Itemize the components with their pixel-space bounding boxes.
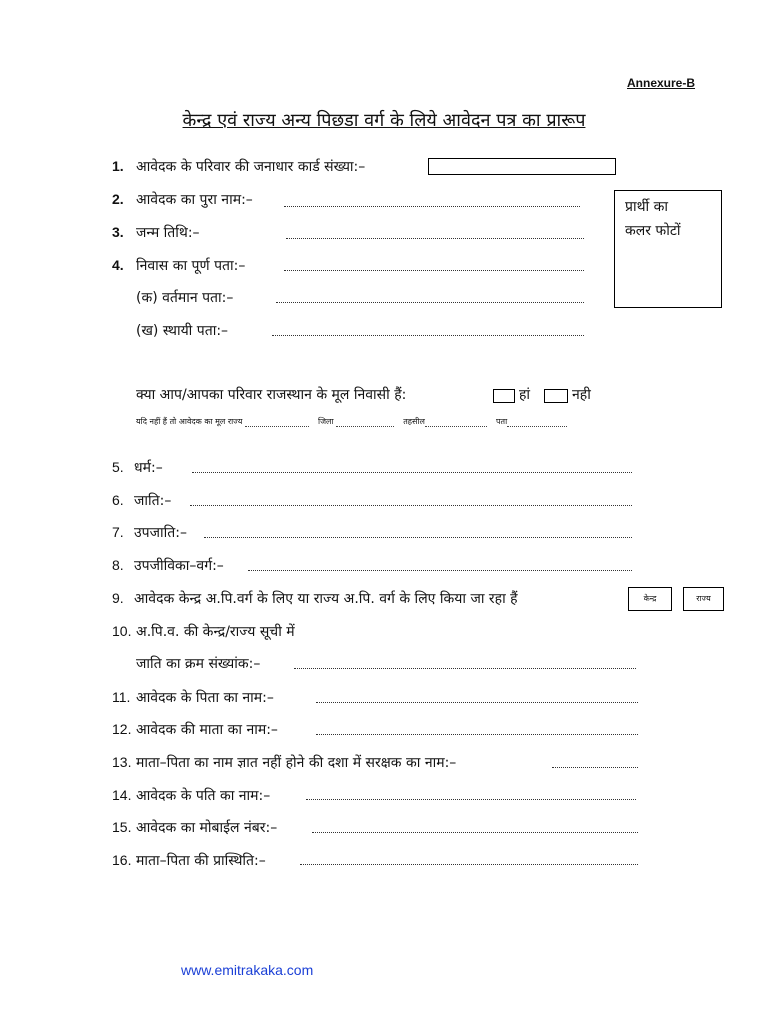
category-state-option[interactable]: राज्य — [683, 587, 724, 611]
footer-website-link[interactable]: www.emitrakaka.com — [181, 962, 314, 978]
origin-state-field[interactable] — [245, 417, 309, 427]
item-subcaste — [112, 521, 187, 543]
item-number: 13. — [112, 754, 132, 770]
item-guardian-name — [112, 751, 456, 773]
full-address-field[interactable] — [284, 270, 584, 271]
item-label: उपजाति:– — [134, 525, 187, 541]
subcaste-field[interactable] — [204, 537, 632, 538]
native-question-text: क्या आप/आपका परिवार राजस्थान के मूल निवासी हैं: — [136, 387, 407, 403]
address-label: पता — [496, 417, 508, 426]
item-label: आवेदक का पुरा नाम:– — [136, 192, 253, 208]
category-central-option[interactable]: केन्द्र — [628, 587, 672, 611]
item-number: 7. — [112, 524, 124, 540]
item-current-address — [136, 287, 233, 309]
item-label: जाति का क्रम संख्यांक:– — [136, 656, 261, 672]
item-religion — [112, 456, 163, 478]
item-number: 15. — [112, 819, 132, 835]
item-number: 5. — [112, 459, 124, 475]
item-number: 4. — [112, 257, 124, 273]
item-caste-serial — [136, 653, 260, 675]
caste-serial-field[interactable] — [294, 668, 636, 669]
current-address-field[interactable] — [276, 302, 584, 303]
item-label: जाति:– — [134, 493, 172, 509]
tehsil-label: तहसील — [403, 417, 425, 426]
item-label: आवेदक की माता का नाम:– — [136, 722, 278, 738]
mother-name-field[interactable] — [316, 734, 638, 735]
item-caste — [112, 489, 171, 511]
annexure-label: Annexure-B — [627, 76, 696, 90]
item-number: 14. — [112, 787, 132, 803]
item-father-name — [112, 686, 274, 708]
item-label: उपजीविका–वर्ग:– — [134, 558, 224, 574]
dob-field[interactable] — [286, 238, 584, 239]
origin-address-field[interactable] — [507, 417, 567, 427]
religion-field[interactable] — [192, 472, 632, 473]
item-obc-list — [112, 620, 295, 642]
father-name-field[interactable] — [316, 702, 638, 703]
native-yes-label: हां — [519, 387, 531, 403]
item-number: 2. — [112, 191, 124, 207]
item-label: आवेदक केन्द्र अ.पि.वर्ग के लिए या राज्य अ.पि. वर्ग के लिए किया जा रहा हैं — [134, 591, 518, 607]
full-name-field[interactable] — [284, 206, 580, 207]
form-title: केन्द्र एवं राज्य अन्य पिछडा वर्ग के लिये आवेदन पत्र का प्रारूप — [182, 110, 586, 131]
item-label: अ.पि.व. की केन्द्र/राज्य सूची में — [136, 624, 295, 640]
item-number: 8. — [112, 557, 124, 573]
item-label: जन्म तिथि:– — [136, 225, 200, 241]
item-mother-name — [112, 718, 278, 740]
item-label: माता–पिता का नाम ज्ञात नहीं होने की दशा में सरक्षक का नाम:– — [136, 755, 457, 771]
item-husband-name — [112, 784, 270, 806]
item-label: आवेदक के पिता का नाम:– — [136, 690, 274, 706]
mobile-field[interactable] — [312, 832, 638, 833]
item-category — [112, 587, 518, 609]
native-yes-checkbox[interactable] — [493, 389, 515, 403]
item-full-address — [112, 254, 245, 276]
district-label: जिला — [318, 417, 334, 426]
husband-name-field[interactable] — [306, 799, 636, 800]
item-label: आवेदक का मोबाईल नंबर:– — [136, 820, 278, 836]
item-number: 1. — [112, 158, 124, 174]
photo-label-line2: कलर फोटों — [625, 223, 681, 239]
item-number: 6. — [112, 492, 124, 508]
item-occupation — [112, 554, 224, 576]
janadhar-input[interactable] — [428, 158, 616, 175]
native-origin-row — [136, 416, 567, 427]
item-number: 12. — [112, 721, 132, 737]
item-number: 3. — [112, 224, 124, 240]
item-number: 16. — [112, 852, 132, 868]
origin-state-label: यदि नहीं हैं तो आवेदक का मूल राज्य — [136, 417, 243, 426]
item-label: आवेदक के पति का नाम:– — [136, 788, 271, 804]
tehsil-field[interactable] — [425, 417, 487, 427]
item-label: निवास का पूर्ण पता:– — [136, 258, 246, 274]
item-dob — [112, 221, 200, 243]
guardian-name-field[interactable] — [552, 767, 638, 768]
item-label: माता–पिता की प्रास्थिति:– — [136, 853, 266, 869]
item-label: आवेदक के परिवार की जनाधार कार्ड संख्या:– — [136, 159, 366, 175]
item-number: 10. — [112, 623, 132, 639]
caste-field[interactable] — [190, 505, 632, 506]
parent-status-field[interactable] — [300, 864, 638, 865]
photo-label-line1: प्रार्थी का — [625, 199, 668, 215]
item-label: धर्म:– — [134, 460, 163, 476]
native-no-label: नही — [572, 387, 591, 403]
item-label: (क) वर्तमान पता:– — [136, 290, 234, 306]
item-full-name — [112, 188, 253, 210]
native-no-checkbox[interactable] — [544, 389, 568, 403]
item-permanent-address — [136, 320, 228, 342]
occupation-field[interactable] — [248, 570, 632, 571]
district-field[interactable] — [336, 417, 394, 427]
item-number: 9. — [112, 590, 124, 606]
item-parent-status — [112, 849, 266, 871]
item-mobile — [112, 816, 277, 838]
permanent-address-field[interactable] — [272, 335, 584, 336]
item-number: 11. — [112, 689, 131, 705]
item-janadhar — [112, 155, 365, 177]
item-label: (ख) स्थायी पता:– — [136, 323, 229, 339]
native-question — [136, 384, 406, 406]
photo-box[interactable] — [614, 190, 722, 308]
